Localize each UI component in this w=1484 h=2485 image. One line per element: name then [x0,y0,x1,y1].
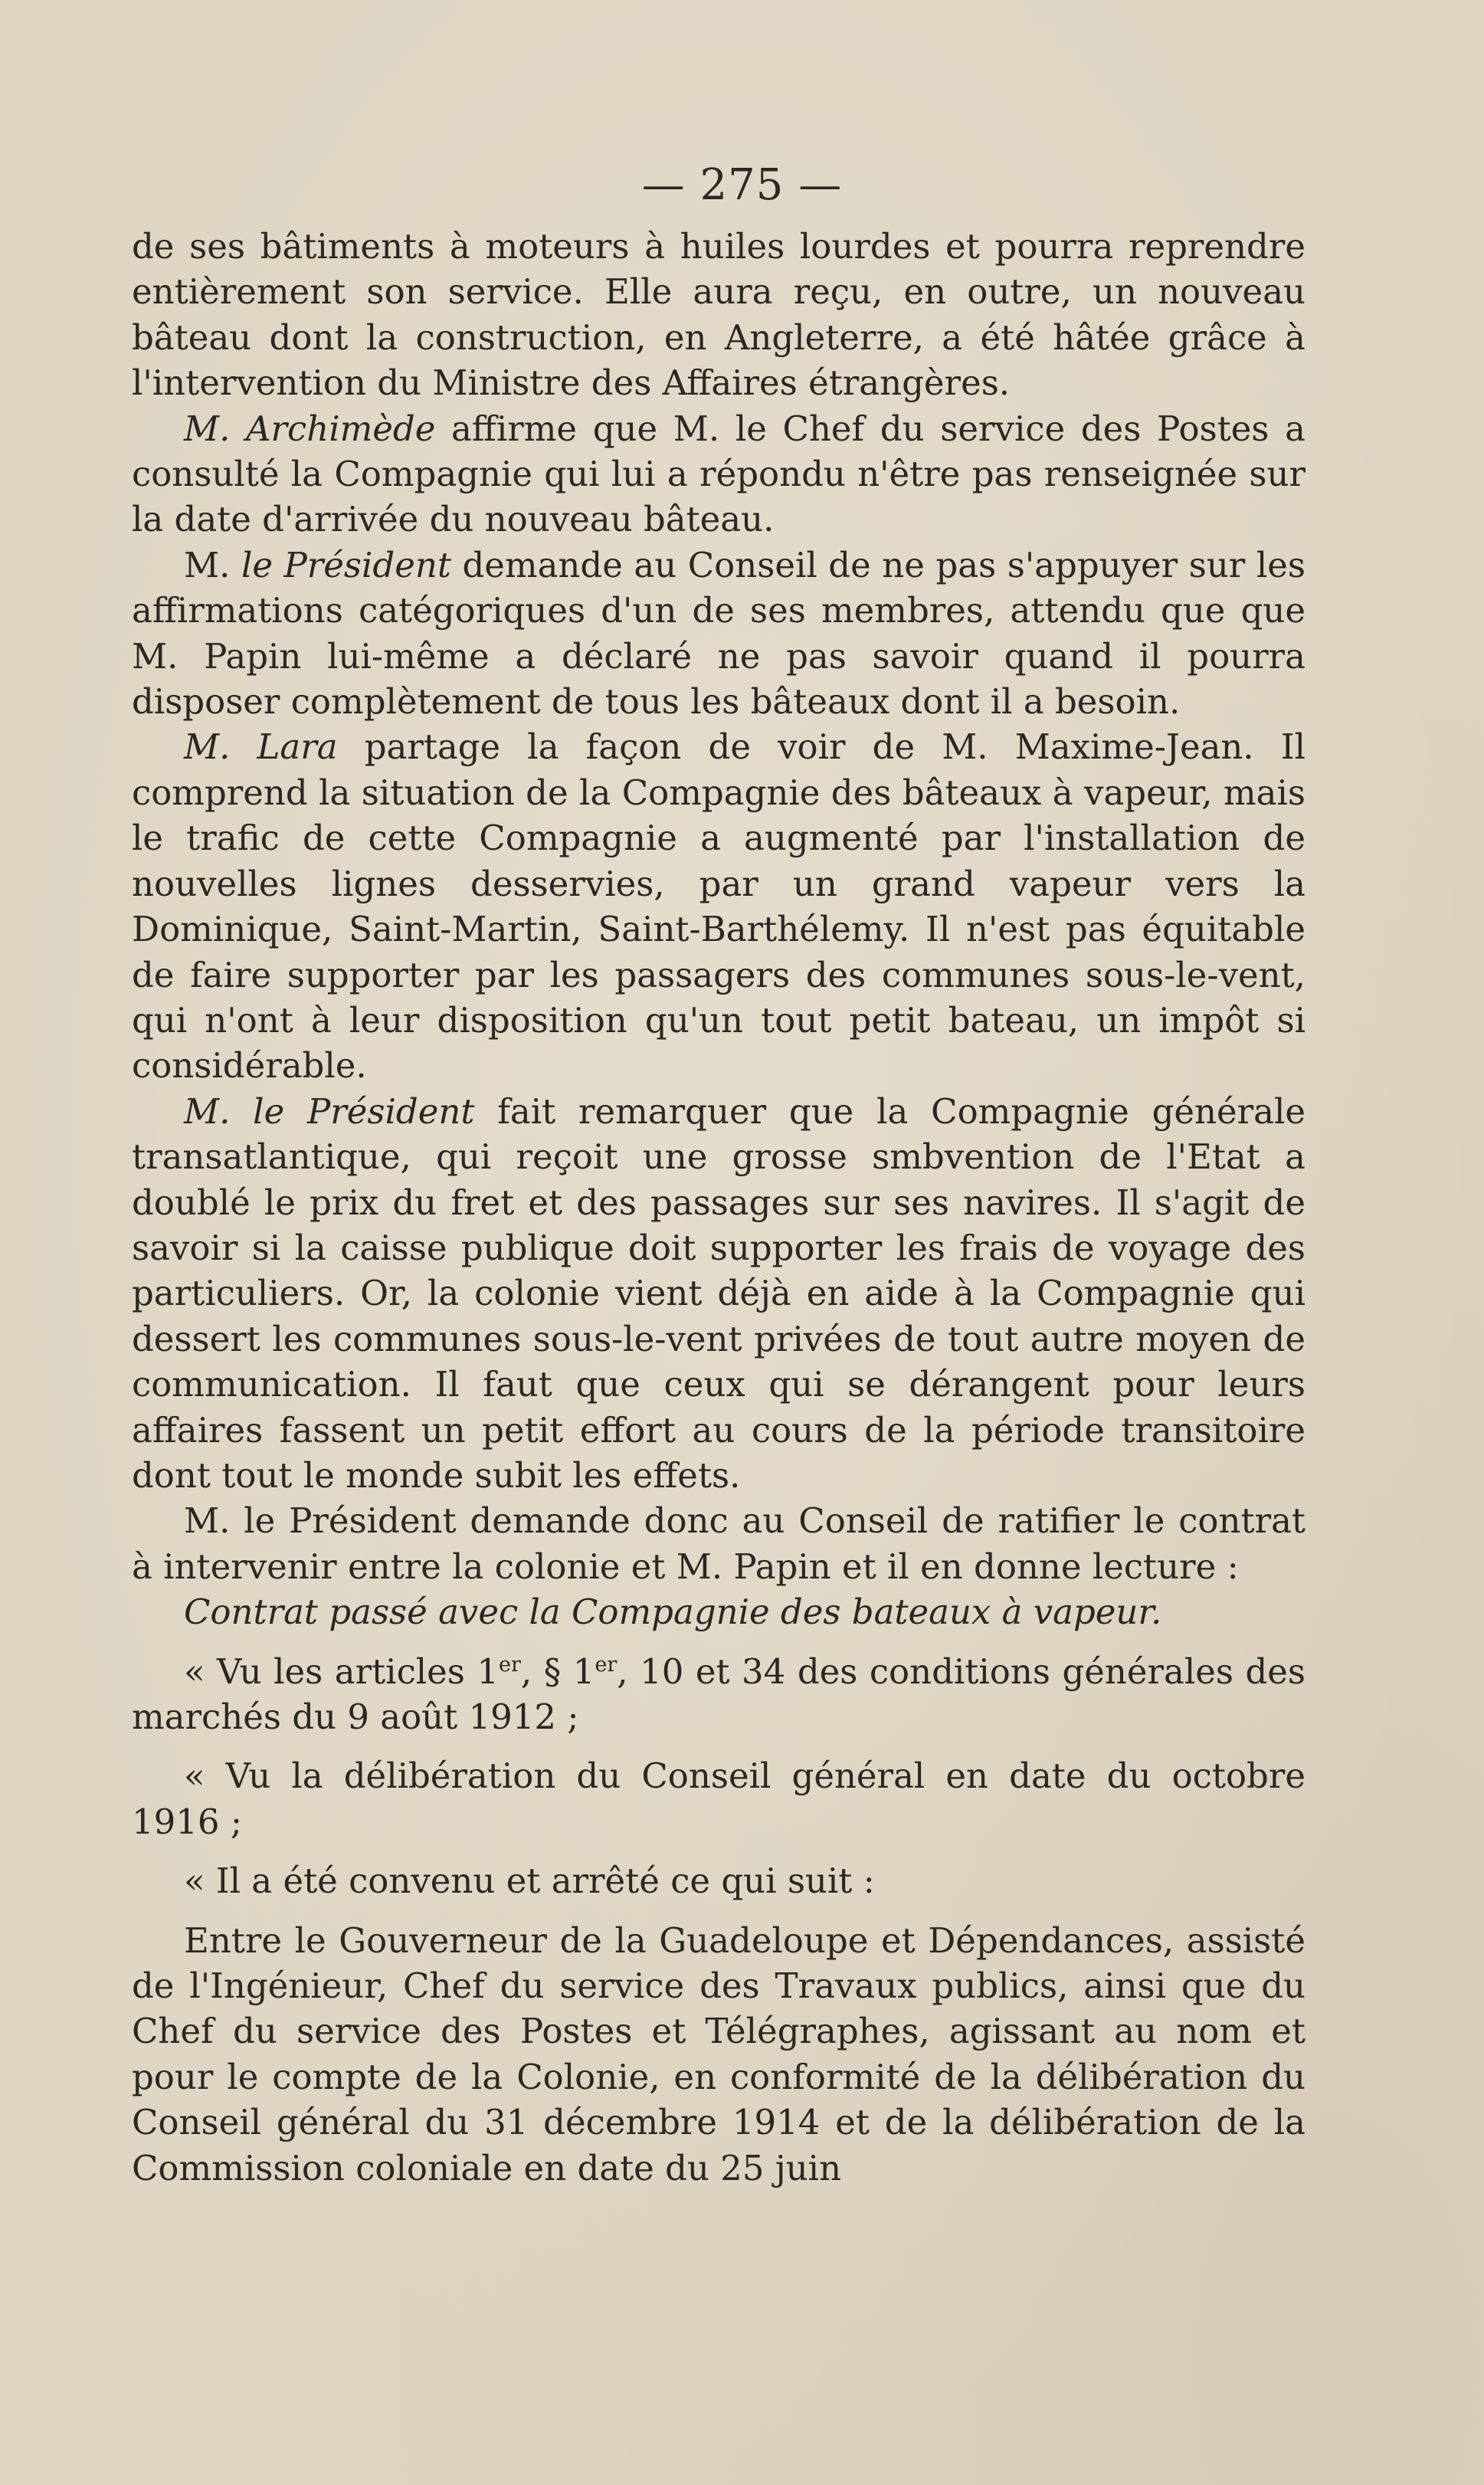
p7-part-c: , 10 et 34 des conditions générales des marchés du 9 août 1912 ; [132,1651,1306,1737]
paragraph-4-text: partage la façon de voir de M. Maxime-Jean. Il comprend la situation de la Compagnie des bâteaux à vapeur, mais le trafic de cette Compagnie a augmenté par l'installation de nouvelles lignes desservies, par un grand vapeur vers la Dominique, Saint-Martin, Saint-Barthélemy. Il n'est pas équitable de faire supporter par les passagers des communes sous-le-vent, qui n'ont à leur disposition qu'un tout petit bateau, un impôt si considérable. [132,726,1305,1087]
speaker-president-2: M. le Président [184,1090,475,1132]
paragraph-3-text: demande au Conseil de ne pas s'appuyer sur les affirmations catégoriques d'un de ses membres, attendu que que M. Papin lui-même a déclaré ne pas savoir quand il pourra disposer complètement de tous les bâteaux dont il a besoin. [132,544,1305,723]
speaker-lara: M. Lara [184,726,338,768]
paragraph-7 [132,1649,1305,1740]
paragraph-8: « Vu la délibération du Conseil général en date du octobre 1916 ; [132,1756,1305,1842]
p7-part-a: « Vu les articles 1 [184,1651,500,1692]
paragraph-1: de ses bâtiments à moteurs à huiles lourdes et pourra reprendre entièrement son service. Elle aura reçu, en outre, un nouveau bâteau dont la construction, en Angleterre, a été hâtée grâce à l'intervention du Ministre des Affaires étrangères. [132,226,1305,404]
p7-sup-1: er [499,1652,521,1677]
paragraph-4 [132,724,1305,1088]
page-number: — 275 — [641,160,843,210]
paragraph-9: « Il a été convenu et arrêté ce qui suit : [184,1860,875,1902]
p7-part-b: , § 1 [520,1651,595,1692]
paragraph-3 [132,543,1305,725]
paragraph-10: Entre le Gouverneur de la Guadeloupe et Dépendances, assisté de l'Ingénieur, Chef du service des Travaux publics, ainsi que du Chef du service des Postes et Télégraphes, agissant au nom et pour le compte de la Colonie, en conformité de la délibération du Conseil général du 31 décembre 1914 et de la délibération de la Commission coloniale en date du 25 juin [132,1919,1305,2188]
speaker-archimede: M. Archimède [184,408,436,449]
speaker-president: le Président [241,544,451,585]
paragraph-2-text: affirme que M. le Chef du service des Postes a consulté la Compagnie qui lui a répondu n'être pas renseignée sur la date d'arrivée du nouveau bâteau. [132,408,1306,540]
body-text [132,224,1305,2191]
paragraph-2 [132,406,1305,543]
p7-sup-2: er [595,1652,618,1677]
paragraph-6: M. le Président demande donc au Conseil de ratifier le contrat à intervenir entre la colonie et M. Papin et il en donne lecture : [132,1500,1305,1587]
paragraph-5-text: fait remarquer que la Compagnie générale transatlantique, qui reçoit une grosse smbvention de l'Etat a doublé le prix du fret et des passages sur ses navires. Il s'agit de savoir si la caisse publique doit supporter les frais de voyage des particuliers. Or, la colonie vient déjà en aide à la Compagnie qui dessert les communes sous-le-vent privées de tout autre moyen de communication. Il faut que ceux qui se dérangent pour leurs affaires fassent un petit effort au cours de la période transitoire dont tout le monde subit les effets. [132,1090,1306,1496]
paragraph-5 [132,1089,1305,1499]
paragraph-3-prefix: M. [184,544,241,585]
contract-title: Contrat passé avec la Compagnie des bateaux à vapeur. [184,1592,1162,1633]
